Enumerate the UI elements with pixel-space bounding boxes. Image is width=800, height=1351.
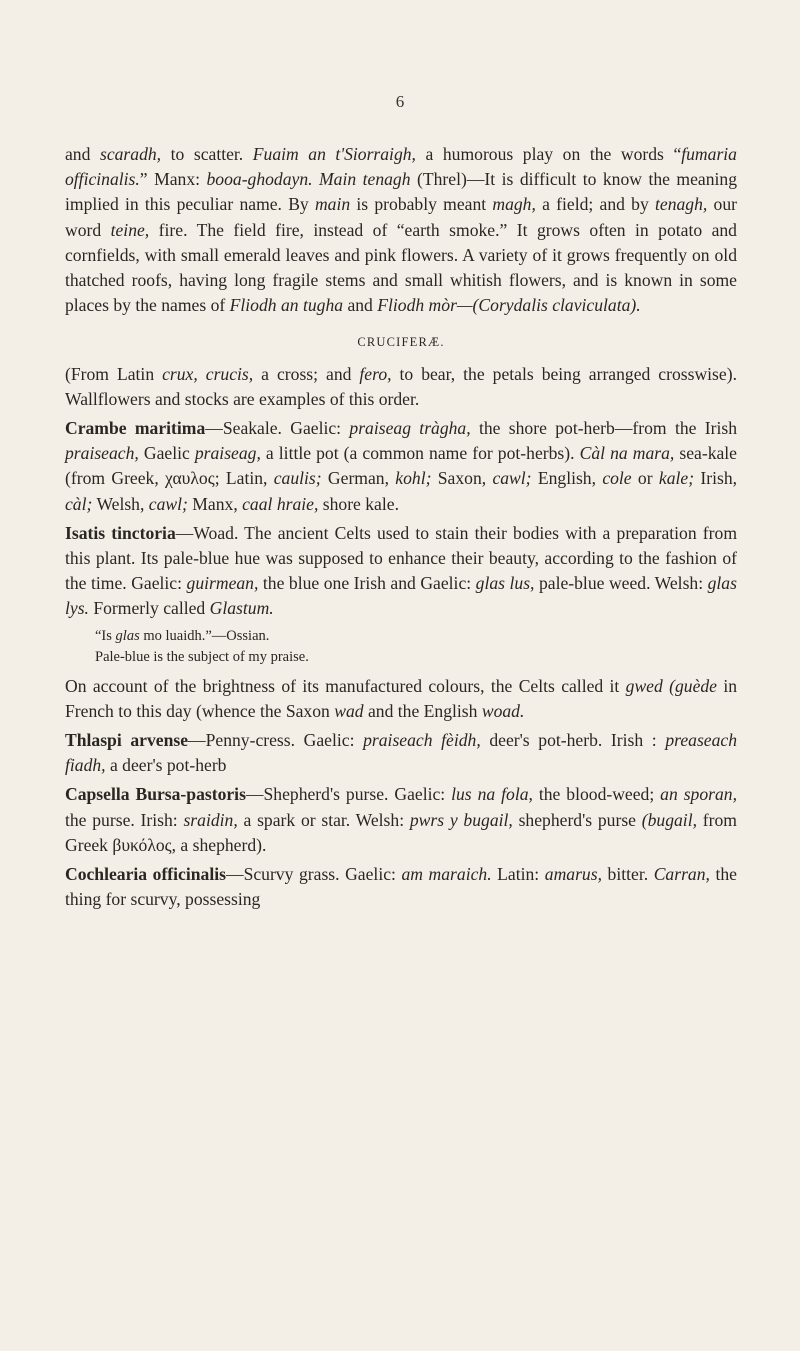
text: —Scurvy grass. Gaelic: [225,864,402,885]
text: English, [531,468,603,489]
italic-term: gwed (guède [625,675,717,696]
italic-term: preaseach fiadh, [65,730,737,776]
text: sea-kale (from Greek, [65,443,737,489]
text: Gaelic [138,443,195,464]
text: —Penny-cress. Gaelic: [188,730,364,751]
text: is probably meant [350,194,493,215]
italic-term: praiseag tràgha, [349,418,471,439]
italic-term: crux, crucis, [162,363,254,384]
text: shepherd's purse [512,809,642,830]
italic-term: glas [115,627,140,644]
italic-term: cole [602,468,632,489]
text: German, [321,468,396,489]
page-number: 6 [395,92,405,111]
text: Manx, [187,493,243,514]
text: —Woad. The ancient Celts used to stain their bodies with a preparation from this plant. Its pale-blue hue was supposed to enhance their beauty, according to the fashion of the time. Gaelic: [65,522,737,594]
paragraph-woad-name [65,674,737,724]
text: a deer's pot-herb [105,755,227,776]
text: (From Latin [65,363,163,384]
text: ; Latin, [214,468,274,489]
paragraph-cruciferae-intro [65,362,737,412]
italic-term: fumaria officinalis. [65,144,737,190]
entry-cochlearia [65,862,737,912]
entry-crambe [65,416,737,517]
italic-term: Fliodh mòr—(Corydalis claviculata). [377,295,641,316]
italic-term: caulis; [273,468,322,489]
text: the shore pot-herb—from the Irish [470,418,738,439]
quote-translation: Pale-blue is the subject of my praise. [95,648,309,665]
species-name: Isatis tinctoria [65,522,176,543]
italic-term: Fuaim an t'Siorraigh, [252,144,416,164]
italic-term: Carran, [653,864,710,885]
ossian-quote [65,626,737,668]
quote-line [65,626,737,647]
text: —Shepherd's purse. Gaelic: [245,784,452,805]
italic-term: fero, [359,363,392,384]
italic-term: tenagh, [655,194,708,215]
italic-term: main [314,194,351,215]
text: to bear, the petals being arranged crosswise). Wallflowers and stocks are examples of this order. [65,363,737,409]
species-name: Cochlearia officinalis [65,864,226,885]
text: pale-blue weed. Welsh: [534,573,708,594]
text: the blue one Irish and Gaelic: [258,573,476,594]
text: our word [65,194,737,240]
italic-term: Glastum. [209,598,274,619]
text: fire. The field fire, instead of “earth smoke.” It grows often in potato and cornfields, with small emerald leaves and pink flowers. A variety of it grows frequently on old thatched roofs, having long fragile stems and small whitish flowers, and is known in some places by the names of [65,219,737,316]
italic-term: (bugail, [641,809,697,830]
text: Irish, [694,468,738,489]
italic-term: guirmean, [186,573,259,594]
text: “Is [95,627,116,644]
greek-word: βυκόλος [112,834,172,855]
text: the purse. Irish: [65,809,184,830]
text: a cross; and [253,363,360,384]
text: , a shepherd). [171,834,267,855]
text: —Seakale. Gaelic: [205,418,350,439]
italic-term: kohl; [395,468,432,489]
text: mo luaidh.”—Ossian. [139,627,270,644]
text: On account of the brightness of its manufactured colours, the Celts called it [65,675,626,696]
section-heading: CRUCIFERÆ. [357,335,445,350]
italic-term: Càl na mara, [579,443,675,464]
italic-term: woad. [481,700,525,721]
italic-term: glas lus, [475,573,535,594]
italic-term: teine, [110,219,150,240]
text: and [65,144,100,164]
entry-thlaspi [65,728,737,778]
italic-term: pwrs y bugail, [409,809,513,830]
species-name: Crambe maritima [65,418,206,439]
paragraph-fumaria [65,142,737,318]
text: Saxon, [431,468,493,489]
text: a little pot (a common name for pot-herbs). [260,443,580,464]
entry-isatis [65,521,737,622]
italic-term: glas lys. [65,573,737,619]
text: to scatter. [161,144,253,164]
entry-capsella [65,782,737,858]
page-body [65,142,737,912]
italic-term: booa-ghodayn. Main tenagh [206,169,411,190]
italic-term: praiseag, [194,443,261,464]
italic-term: wad [334,700,364,721]
text: a spark or star. Welsh: [237,809,410,830]
italic-term: cawl; [492,468,532,489]
italic-term: an sporan, [660,784,737,805]
text: the blood-weed; [532,784,661,805]
text: a field; and by [535,194,655,215]
text: and [343,295,378,316]
text: Formerly called [88,598,210,619]
italic-term: praiseach, [65,443,139,464]
text: deer's pot-herb. Irish : [480,730,666,751]
italic-term: magh, [492,194,536,215]
italic-term: càl; [65,493,93,514]
text: ” Manx: [139,169,207,190]
italic-term: lus na fola, [451,784,533,805]
text: a humorous play on the words “ [415,144,682,164]
species-name: Capsella Bursa-pastoris [65,784,246,805]
text: Latin: [491,864,545,885]
text: bitter. [601,864,654,885]
text: from Greek [65,809,737,855]
text: Welsh, [92,493,149,514]
italic-term: cawl; [148,493,188,514]
text: or [631,468,659,489]
text: the thing for scurvy, possessing [65,864,737,910]
italic-term: praiseach fèidh, [363,730,481,751]
italic-term: kale; [658,468,695,489]
species-name: Thlaspi arvense [65,730,189,751]
italic-term: sraidin, [183,809,238,830]
text: (Threl)—It is difficult to know the meaning implied in this peculiar name. By [65,169,738,215]
text: shore kale. [318,493,399,514]
greek-word: χαυλος [165,468,215,489]
italic-term: Fliodh an tugha [229,295,344,316]
text: and the English [363,700,482,721]
italic-term: am maraich. [401,864,492,885]
italic-term: scaradh, [99,144,162,164]
italic-term: amarus, [544,864,602,885]
italic-term: caal hraie, [242,493,319,514]
text: in French to this day (whence the Saxon [65,675,738,721]
